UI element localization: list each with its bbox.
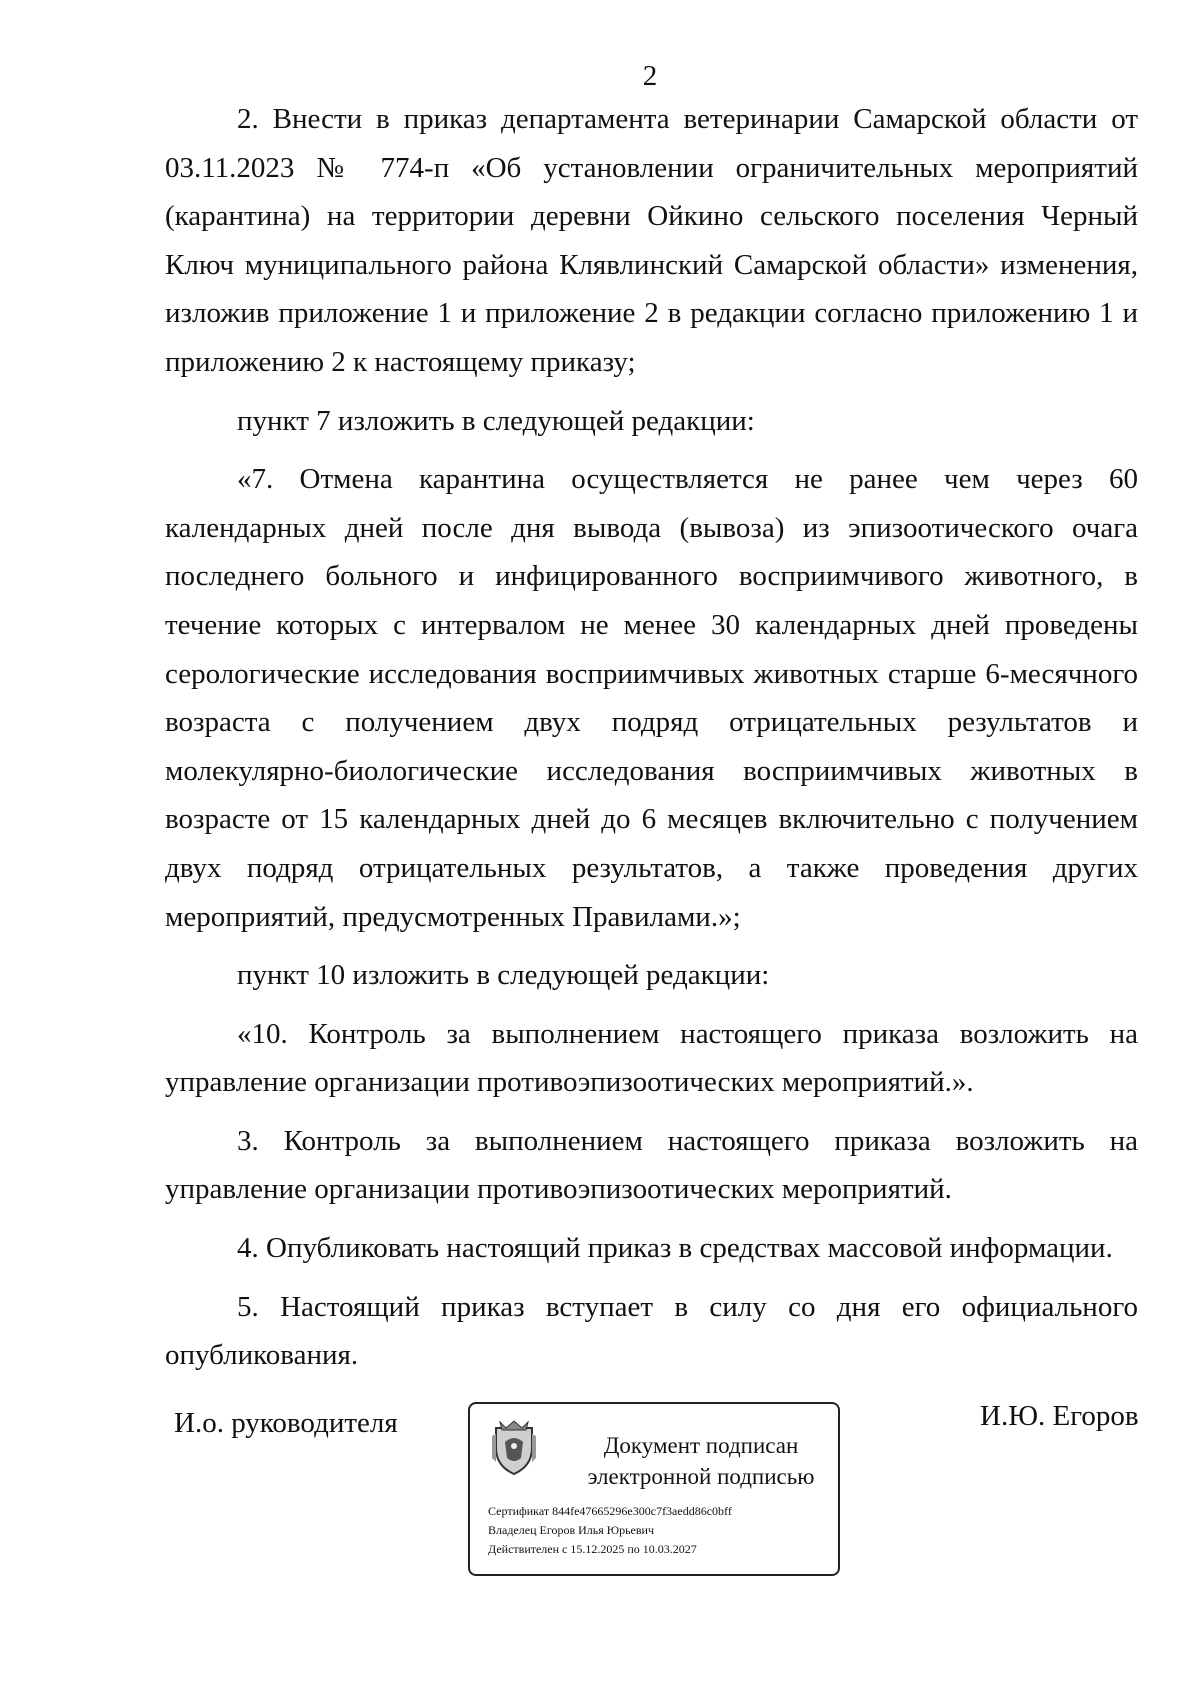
page-number: 2 xyxy=(642,60,658,92)
paragraph-point-10-text: «10. Контроль за выполнением настоящего приказа возложить на управление организации противоэпизоотических мероприятий.». xyxy=(165,1017,1138,1099)
stamp-title-line-1: Документ подписан xyxy=(603,1433,799,1458)
stamp-certificate: Сертификат 844fe47665296e300c7f3aedd86c0bff xyxy=(488,1504,732,1518)
paragraph-item-5: 5. Настоящий приказ вступает в силу со дня его официального опубликования. xyxy=(165,1290,1138,1372)
paragraph-point-7-intro: пункт 7 изложить в следующей редакции: xyxy=(237,404,755,437)
paragraph-item-2: 2. Внести в приказ департамента ветеринарии Самарской области от 03.11.2023 № 774-п «Об установлении ограничительных мероприятий (карантина) на территории деревни Ойкино сельского поселения Черный Ключ муниципального района Клявлинский Самарской области» изменения, изложив приложение 1 и приложение 2 в редакции согласно приложению 1 и приложению 2 к настоящему приказу; xyxy=(165,103,1138,378)
paragraph-point-10-intro: пункт 10 изложить в следующей редакции: xyxy=(237,959,770,992)
paragraph-point-7-text: «7. Отмена карантина осуществляется не ранее чем через 60 календарных дней после дня вывода (вывоза) из эпизоотического очага последнего больного и инфицированного восприимчивого животного, в течение которых с интервалом не менее 30 календарных дней проведены серологические исследования восприимчивых животных старше 6-месячного возраста с получением двух подряд отрицательных результатов и молекулярно-биологические исследования восприимчивых животных в возрасте от 15 календарных дней до 6 месяцев включительно с получением двух подряд отрицательных результатов, а также проведения других мероприятий, предусмотренных Правилами.»; xyxy=(165,463,1138,933)
coat-of-arms-icon xyxy=(490,1418,538,1476)
paragraph-item-3: 3. Контроль за выполнением настоящего приказа возложить на управление организации противоэпизоотических мероприятий. xyxy=(165,1124,1138,1206)
signatory-position: И.о. руководителя xyxy=(174,1407,398,1439)
signatory-name: И.Ю. Егоров xyxy=(980,1400,1139,1432)
stamp-title xyxy=(570,1430,832,1492)
paragraph-item-4: 4. Опубликовать настоящий приказ в средствах массовой информации. xyxy=(237,1232,1113,1265)
stamp-title-line-2: электронной подписью xyxy=(587,1464,815,1489)
stamp-details xyxy=(488,1502,833,1559)
stamp-validity: Действителен с 15.12.2025 по 10.03.2027 xyxy=(488,1542,697,1556)
stamp-owner: Владелец Егоров Илья Юрьевич xyxy=(488,1523,655,1537)
electronic-signature-stamp xyxy=(468,1402,840,1576)
document-body xyxy=(165,95,1138,1380)
